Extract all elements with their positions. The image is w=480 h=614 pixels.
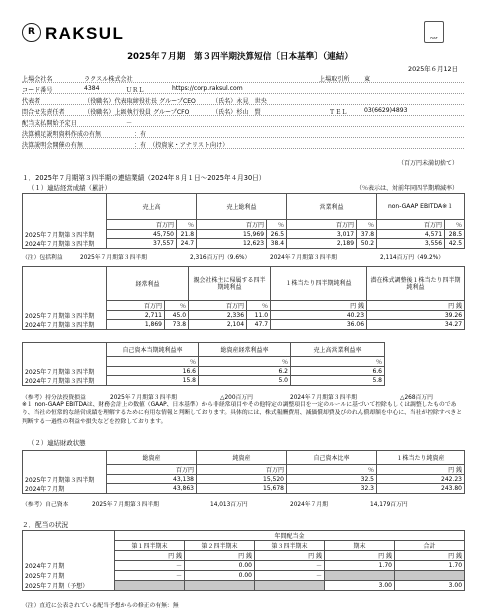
dividend-revision-note: （注）直近に公表されている配当予想からの修正の有無：無	[22, 603, 179, 609]
table-row: 2025年７月期第３四半期 43,138 15,520 32.5 242.23	[23, 475, 465, 484]
section-1-title: １．2025年７月期第３四半期の連結業績（2024年８月１日～2025年４月30日）	[22, 174, 266, 182]
table-row: 2024年７月期 43,863 15,678 32.3 243.80	[23, 484, 465, 494]
table-row: 2025年７月期第３四半期 45,750 21.8 15,969 26.5 3,017 37.8 4,571 28.5	[23, 230, 465, 239]
divider	[22, 104, 464, 105]
profit-per-share-table: 経常利益 親会社株主に帰属する四半期純利益 １株当たり四半期純利益 潜在株式調整後１株当たり四半期純利益 百万円 ％ 百万円 ％ 円 銭 円 銭 2025年７月期第３四半期 2,711 45.0 2,336 11.0 40.23 39.26 2024年７月期第３四半期 1,869 73.8 2,104 47.7 36.06 34.27	[22, 266, 465, 330]
table-row: 2024年７月期 － 0.00 － 1.70 1.70	[23, 561, 465, 571]
table-row: 2025年７月期（予想） 3.00 3.00	[23, 581, 465, 591]
divider	[22, 115, 464, 116]
financial-position-table: 総資産 純資産 自己資本比率 １株当たり純資産 百万円 百万円 ％ 円 銭 2025年７月期第３四半期 43,138 15,520 32.5 242.23 2024年７月期 43,863 15,678 32.3 243.80	[22, 450, 465, 494]
table-row: 2025年７月期第３四半期 2,711 45.0 2,336 11.0 40.23 39.26	[23, 311, 465, 320]
nongaap-footnote: ※１ non-GAAP EBITDAは、財務会計上の数値（GAAP、日本基準）から非経常項目やその他特定の調整項目を一定のルールに基づいて控除もしくは調整したものであり、当社の恒常的な経営成績を理解するために有用な情報と判断しております。具体的には、株式報酬費用、減価償却費及びのれん償却額を中心に、当社が控除すべきと判断する一過性の利益や損失などを控除しております。	[22, 402, 462, 425]
pct-note: （％表示は、対前年同四半期増減率）	[355, 185, 458, 192]
divider	[22, 148, 464, 149]
divider	[22, 93, 464, 94]
raksul-logo-mark: R	[22, 23, 41, 42]
raksul-logo	[22, 22, 125, 44]
dividend-table: 年間配当金 第１四半期末 第２四半期末 第３四半期末 期末 合計 円 銭 円 銭 円 銭 円 銭 円 銭 2024年７月期 － 0.00 － 1.70 1.70 2025年７月期 － 0.00 － 2025年７月期（予想） 3.00 3.00	[22, 530, 465, 591]
page-title: 2025年７月期 第３四半期決算短信〔日本基準〕（連結）	[127, 52, 353, 62]
section-2-title: ２．配当の状況	[22, 521, 69, 529]
divider	[22, 137, 464, 138]
divider	[22, 82, 464, 83]
fasf-seal-icon: FASF	[424, 21, 444, 43]
company-url-link[interactable]: https://corp.raksul.com	[172, 85, 243, 92]
section-1-sub2: （２）連結財政状態	[28, 439, 86, 447]
raksul-logo-text: RAKSUL	[45, 24, 125, 43]
divider	[22, 126, 464, 127]
table-row: 2025年７月期 － 0.00 －	[23, 571, 465, 581]
profitability-ratio-table: 自己資本当期純利益率 総資産経常利益率 売上高営業利益率 ％ ％ ％ 2025年７月期第３四半期 16.6 6.2 6.6 2024年７月期第３四半期 15.8 5.0 5.8	[22, 342, 385, 386]
section-1-sub1: （１）連結経営成績（累計）	[28, 184, 112, 192]
table-row: 2024年７月期第３四半期 1,869 73.8 2,104 47.7 36.06 34.27	[23, 320, 465, 330]
table-row: 2024年７月期第３四半期 37,557 24.7 12,623 38.4 2,189 50.2 3,556 42.5	[23, 239, 465, 249]
operating-results-table: 売上高 売上総利益 営業利益 non-GAAP EBITDA※１ 百万円 ％ 百万円 ％ 百万円 ％ 百万円 ％ 2025年７月期第３四半期 45,750 21.8 15,969 26.5 3,017 37.8 4,571 28.5 2024年７月期第３四半期 37,557 24.7 12,623 38.4 2,189 50.2 3,556 42.5	[22, 193, 465, 249]
unit-note: （百万円未満切捨て）	[397, 160, 458, 167]
report-date: 2025年６月12日	[408, 65, 458, 73]
table-row: 2025年７月期第３四半期 16.6 6.2 6.6	[23, 367, 385, 376]
table-row: 2024年７月期第３四半期 15.8 5.0 5.8	[23, 376, 385, 386]
